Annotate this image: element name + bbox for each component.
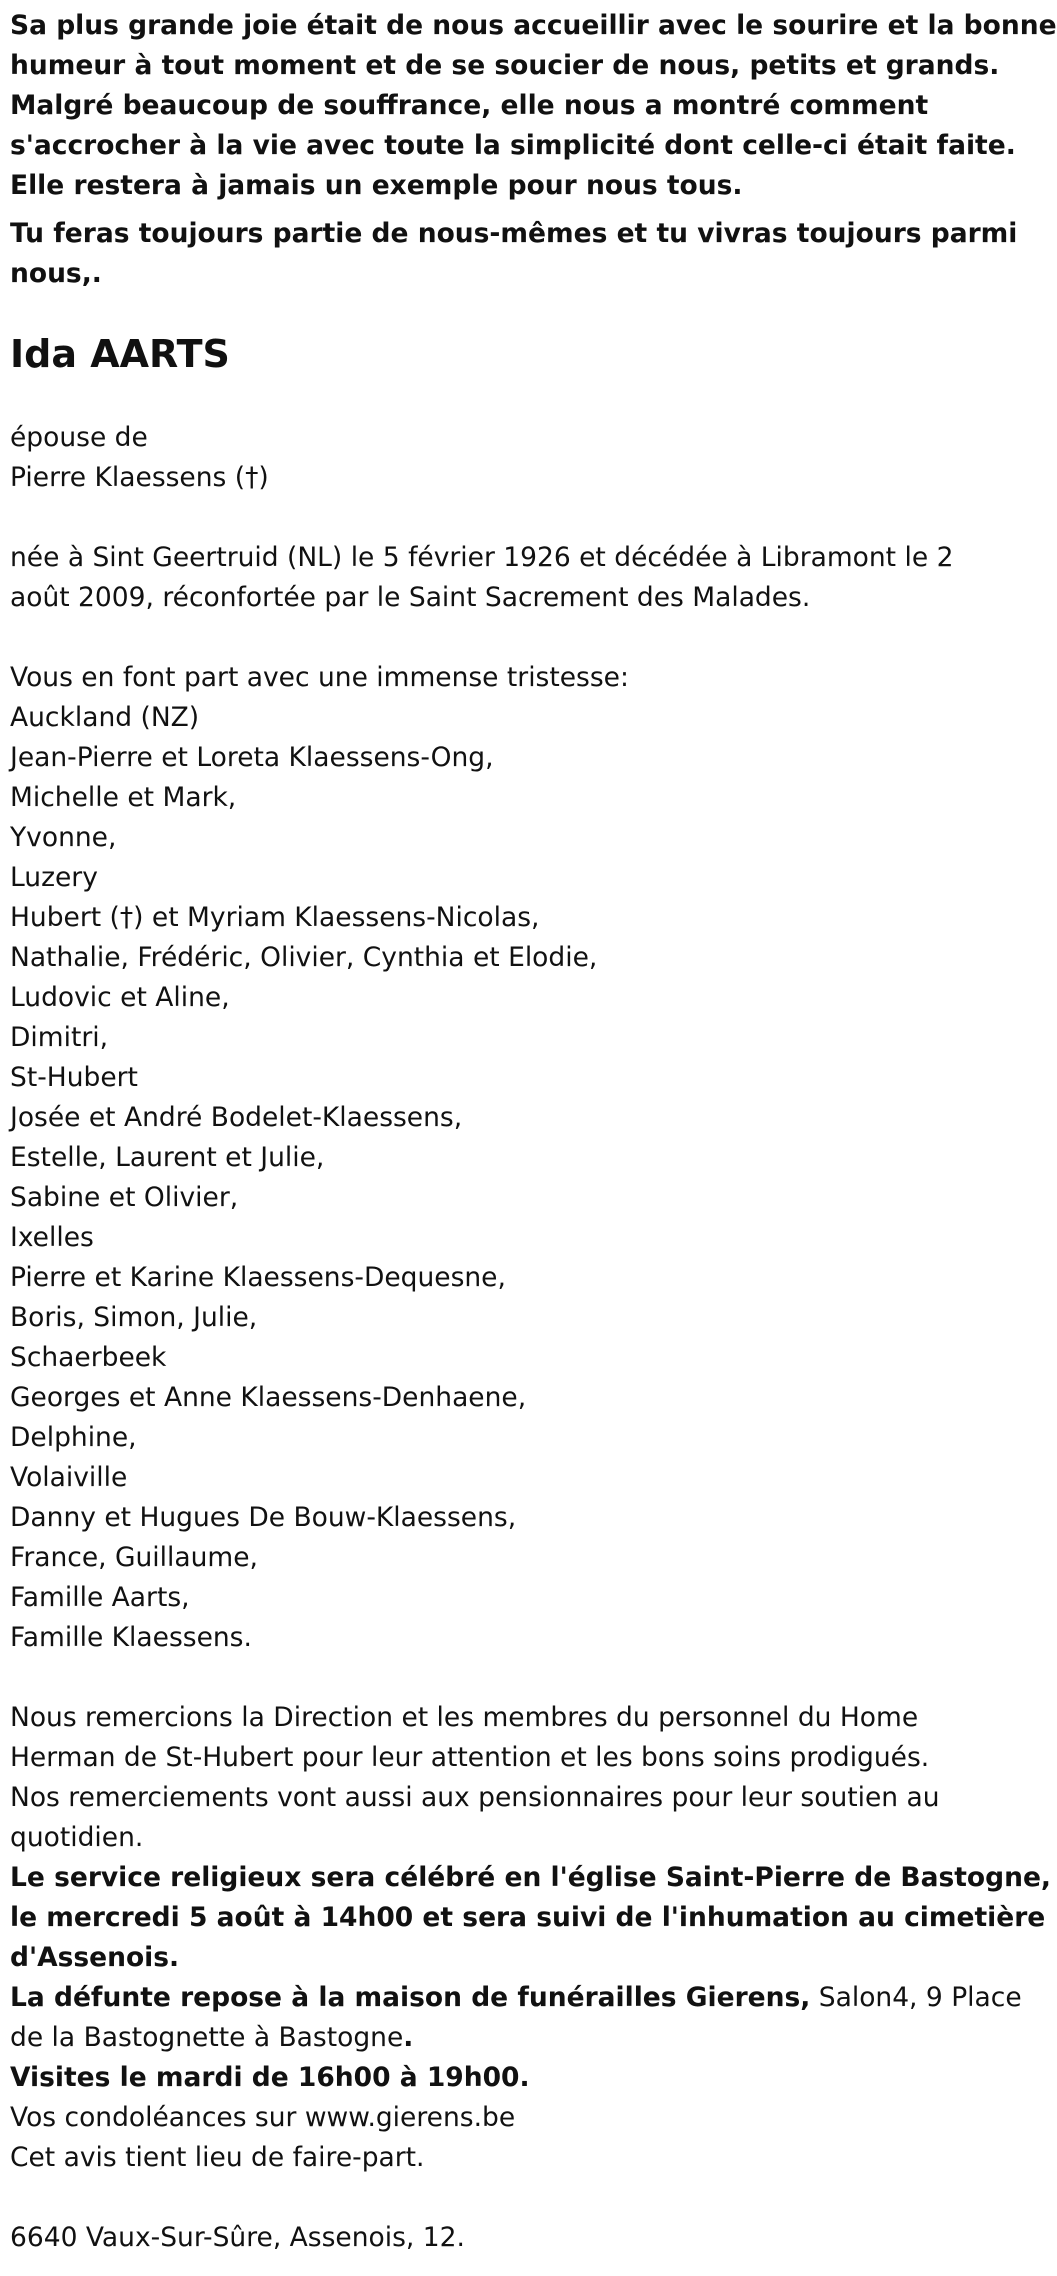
family-entry: Ixelles bbox=[10, 1222, 94, 1253]
thanks-line: Herman de St-Hubert pour leur attention et les bons soins prodigués. bbox=[10, 1742, 930, 1773]
family-entry: Danny et Hugues De Bouw-Klaessens, bbox=[10, 1502, 517, 1533]
family-block bbox=[10, 658, 990, 1658]
family-entry: Sabine et Olivier, bbox=[10, 1182, 239, 1213]
family-entry: Boris, Simon, Julie, bbox=[10, 1302, 258, 1333]
intro-paragraph bbox=[10, 214, 1018, 294]
family-entry: Estelle, Laurent et Julie, bbox=[10, 1142, 325, 1173]
family-entry: Josée et André Bodelet-Klaessens, bbox=[10, 1102, 463, 1133]
family-entry: Ludovic et Aline, bbox=[10, 982, 230, 1013]
intro-line: nous,. bbox=[10, 258, 102, 289]
spouse-label: épouse de bbox=[10, 422, 148, 453]
family-entry: Volaiville bbox=[10, 1462, 128, 1493]
thanks-block bbox=[10, 1698, 1051, 2178]
family-entry: Auckland (NZ) bbox=[10, 702, 200, 733]
service-line: d'Assenois. bbox=[10, 1942, 180, 1973]
family-entry: Georges et Anne Klaessens-Denhaene, bbox=[10, 1382, 527, 1413]
thanks-line: Nous remercions la Direction et les membres du personnel du Home bbox=[10, 1702, 919, 1733]
spouse-name: Pierre Klaessens (†) bbox=[10, 462, 269, 493]
intro-line: Tu feras toujours partie de nous-mêmes et tu vivras toujours parmi bbox=[10, 218, 1018, 249]
family-entry: Famille Aarts, bbox=[10, 1582, 190, 1613]
family-entry: Michelle et Mark, bbox=[10, 782, 237, 813]
service-line: Le service religieux sera célébré en l'église Saint-Pierre de Bastogne, bbox=[10, 1862, 1051, 1893]
repose-period: . bbox=[403, 2022, 414, 2053]
intro-line: Malgré beaucoup de souffrance, elle nous a montré comment bbox=[10, 90, 929, 121]
deceased-name: Ida AARTS bbox=[10, 332, 230, 376]
birth-death-block bbox=[10, 538, 990, 618]
family-entry: St-Hubert bbox=[10, 1062, 138, 1093]
family-entry: Delphine, bbox=[10, 1422, 137, 1453]
intro-line: humeur à tout moment et de se soucier de nous, petits et grands. bbox=[10, 50, 1000, 81]
repose-place: de la Bastognette à Bastogne bbox=[10, 2022, 404, 2053]
notice-line: Cet avis tient lieu de faire-part. bbox=[10, 2142, 425, 2173]
family-entry: Pierre et Karine Klaessens-Dequesne, bbox=[10, 1262, 506, 1293]
thanks-line: Nos remerciements vont aussi aux pensionnaires pour leur soutien au bbox=[10, 1782, 940, 1813]
repose-line bbox=[10, 1978, 1022, 2018]
family-entry: Schaerbeek bbox=[10, 1342, 167, 1373]
family-entry: Yvonne, bbox=[10, 822, 117, 853]
spouse-block bbox=[10, 418, 990, 498]
family-entry: Famille Klaessens. bbox=[10, 1622, 252, 1653]
intro-line: Elle restera à jamais un exemple pour nous tous. bbox=[10, 170, 743, 201]
condolences-line: Vos condoléances sur www.gierens.be bbox=[10, 2102, 516, 2133]
birth-death-line: née à Sint Geertruid (NL) le 5 février 1926 et décédée à Libramont le 2 bbox=[10, 542, 954, 573]
intro-line: Sa plus grande joie était de nous accueillir avec le sourire et la bonne bbox=[10, 10, 1057, 41]
thanks-line: quotidien. bbox=[10, 1822, 144, 1853]
family-intro: Vous en font part avec une immense tristesse: bbox=[10, 662, 629, 693]
intro-line: s'accrocher à la vie avec toute la simplicité dont celle-ci était faite. bbox=[10, 130, 1016, 161]
family-list bbox=[10, 698, 990, 1658]
obituary-page bbox=[10, 0, 1057, 2253]
family-entry: Hubert (†) et Myriam Klaessens-Nicolas, bbox=[10, 902, 540, 933]
address-block bbox=[10, 2218, 990, 2258]
birth-death-line: août 2009, réconfortée par le Saint Sacrement des Malades. bbox=[10, 582, 811, 613]
visits-line: Visites le mardi de 16h00 à 19h00. bbox=[10, 2062, 530, 2093]
family-entry: Luzery bbox=[10, 862, 98, 893]
address-line: 6640 Vaux-Sur-Sûre, Assenois, 12. bbox=[10, 2222, 465, 2253]
family-entry: France, Guillaume, bbox=[10, 1542, 258, 1573]
family-entry: Jean-Pierre et Loreta Klaessens-Ong, bbox=[10, 742, 494, 773]
repose-bold: La défunte repose à la maison de funérailles Gierens, bbox=[10, 1982, 811, 2013]
repose-normal: Salon4, 9 Place bbox=[810, 1982, 1022, 2013]
intro-text bbox=[10, 6, 1057, 294]
repose-line-2 bbox=[10, 2018, 990, 2058]
service-line: le mercredi 5 août à 14h00 et sera suivi de l'inhumation au cimetière bbox=[10, 1902, 1046, 1933]
intro-paragraph bbox=[10, 6, 1057, 206]
family-entry: Nathalie, Frédéric, Olivier, Cynthia et Elodie, bbox=[10, 942, 598, 973]
family-entry: Dimitri, bbox=[10, 1022, 109, 1053]
